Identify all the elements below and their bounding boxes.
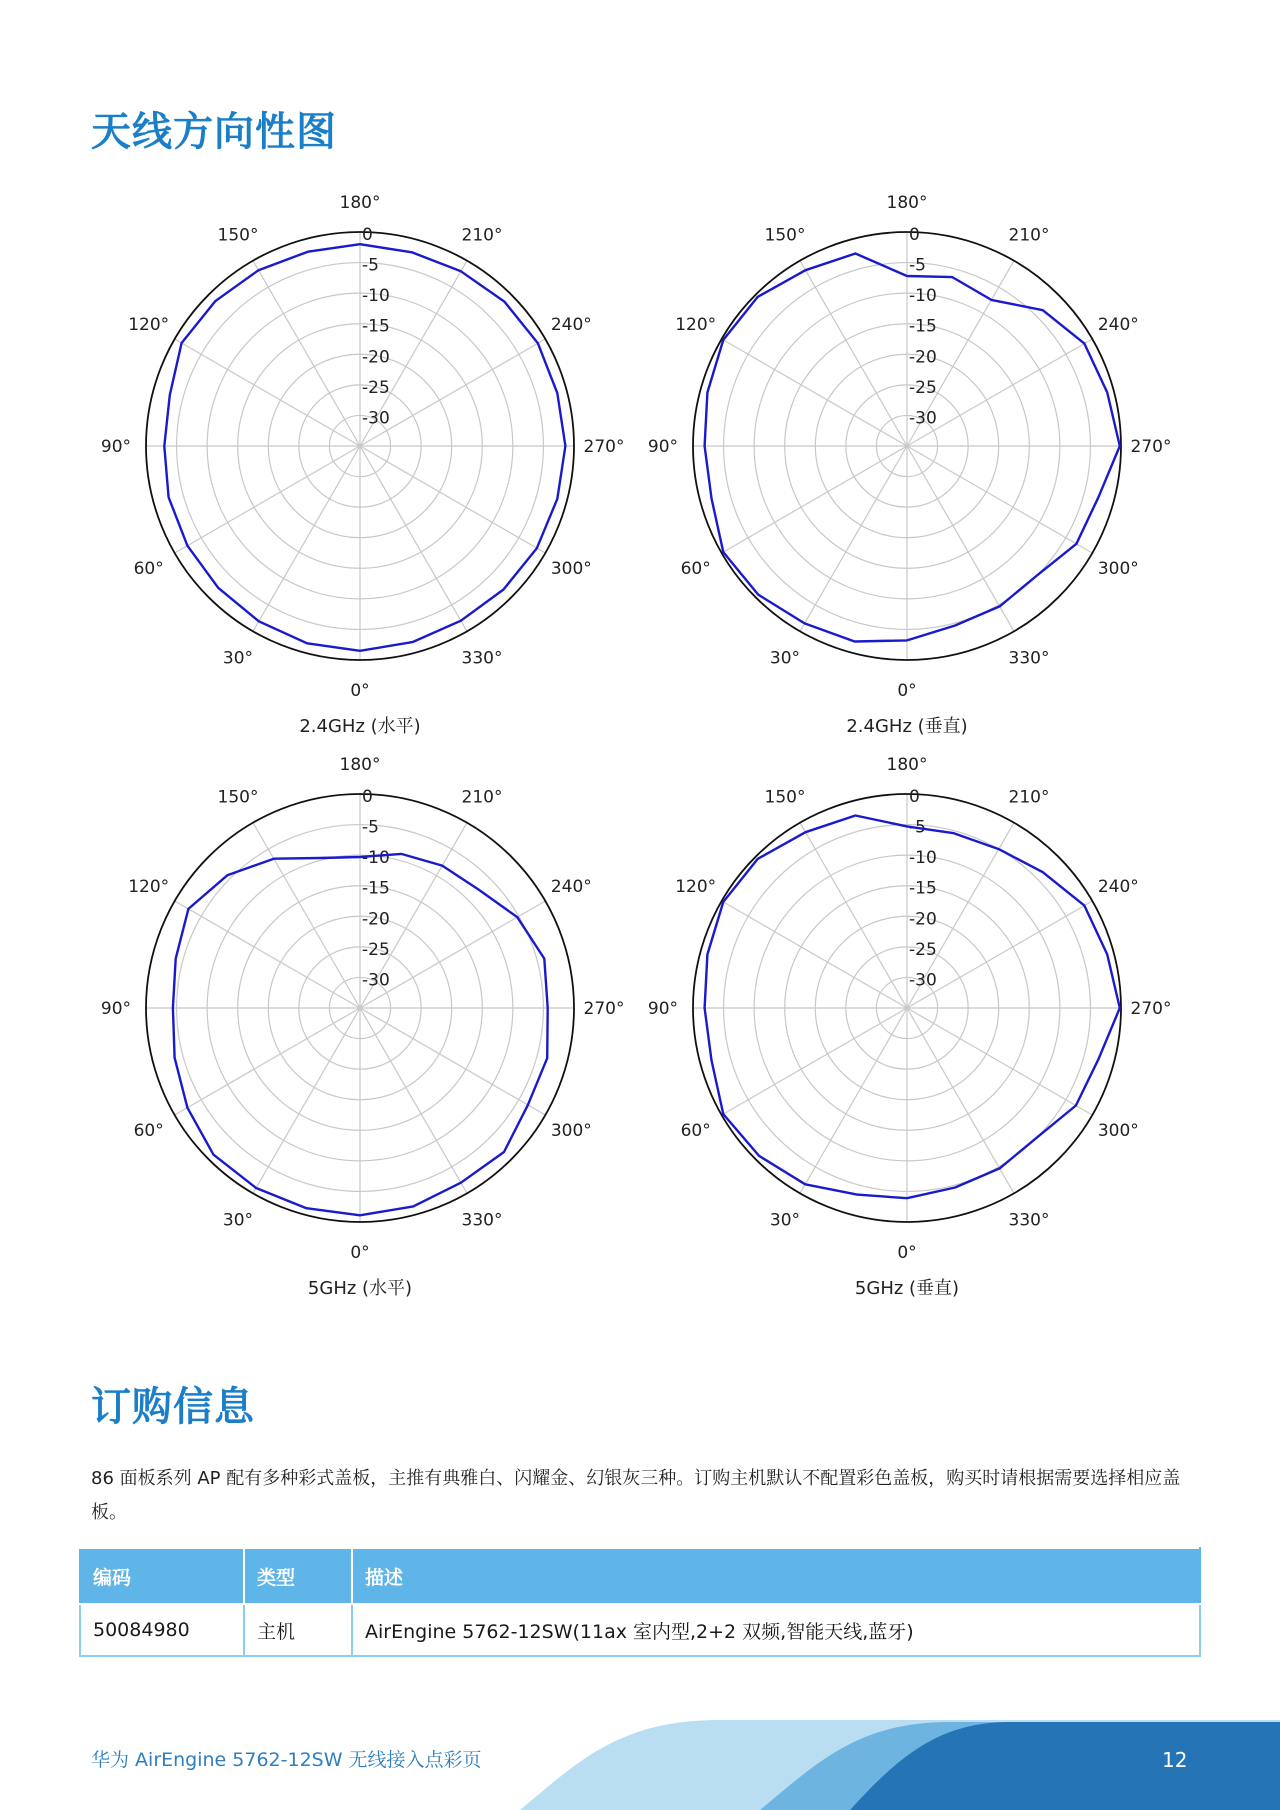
angle-tick-label: 0° <box>897 1243 917 1263</box>
angle-tick-label: 60° <box>133 559 164 579</box>
angle-tick-label: 270° <box>1130 999 1172 1019</box>
angle-tick-label: 60° <box>680 1121 711 1141</box>
grid-spoke <box>175 901 360 1008</box>
angle-tick-label: 150° <box>764 787 806 808</box>
grid-spoke <box>722 339 907 446</box>
angle-tick-label: 210° <box>461 787 503 808</box>
radial-tick-label: -25 <box>362 377 390 398</box>
table-row <box>80 1604 1200 1656</box>
polar-chart-5ghz-horizontal <box>80 752 640 1299</box>
angle-tick-label: 180° <box>886 193 928 213</box>
chart-caption: 5GHz (水平) <box>307 1278 413 1299</box>
column-header-code: 编码 <box>80 1548 244 1604</box>
grid-spoke <box>800 1008 907 1193</box>
radial-tick-label: -15 <box>362 878 390 899</box>
angle-tick-label: 270° <box>1130 437 1172 457</box>
radial-tick-label: -15 <box>362 316 390 337</box>
grid-spoke <box>175 446 360 553</box>
radiation-pattern-line <box>705 254 1120 642</box>
angle-tick-label: 240° <box>1097 877 1139 897</box>
angle-tick-label: 60° <box>133 1121 164 1141</box>
angle-tick-label: 180° <box>886 755 928 775</box>
column-header-description: 描述 <box>352 1548 1200 1604</box>
grid-spoke <box>907 446 1092 553</box>
chart-caption: 5GHz (垂直) <box>854 1278 960 1299</box>
polar-chart-svg <box>80 190 640 701</box>
angle-tick-label: 300° <box>1097 1121 1139 1141</box>
radial-tick-label: -20 <box>362 347 390 368</box>
section-title-ordering-info: 订购信息 <box>91 1384 255 1430</box>
radial-tick-label: -20 <box>362 909 390 930</box>
radiation-pattern-line <box>705 816 1120 1199</box>
angle-tick-label: 150° <box>764 225 806 246</box>
angle-tick-label: 330° <box>1008 648 1050 669</box>
angle-tick-label: 150° <box>217 225 259 246</box>
angle-tick-label: 120° <box>128 315 170 335</box>
angle-tick-label: 330° <box>461 648 503 669</box>
angle-tick-label: 240° <box>1097 315 1139 335</box>
radial-tick-label: -5 <box>909 817 926 838</box>
radial-tick-label: 0 <box>909 787 920 807</box>
grid-spoke <box>722 446 907 553</box>
polar-chart-24ghz-vertical <box>627 190 1187 737</box>
grid-spoke <box>360 446 545 553</box>
angle-tick-label: 30° <box>222 1210 254 1231</box>
angle-tick-label: 120° <box>675 315 717 335</box>
grid-spoke <box>907 446 1014 631</box>
cell-type: 主机 <box>244 1604 352 1656</box>
radial-tick-label: -15 <box>909 316 937 337</box>
grid-spoke <box>253 446 360 631</box>
order-table-header-row <box>80 1548 1200 1604</box>
radial-tick-label: -10 <box>362 286 390 307</box>
grid-spoke <box>907 1008 1092 1115</box>
angle-tick-label: 120° <box>675 877 717 897</box>
angle-tick-label: 30° <box>222 648 254 669</box>
radial-tick-label: -10 <box>909 286 937 307</box>
radial-tick-label: -25 <box>909 377 937 398</box>
radial-tick-label: -10 <box>909 848 937 869</box>
angle-tick-label: 210° <box>1008 787 1050 808</box>
order-table <box>79 1547 1201 1657</box>
radial-tick-label: -5 <box>362 817 379 838</box>
angle-tick-label: 90° <box>100 999 132 1019</box>
polar-chart-svg <box>80 752 640 1263</box>
ordering-description: 86 面板系列 AP 配有多种彩式盖板，主推有典雅白、闪耀金、幻银灰三种。订购主机默认不配置彩色盖板，购买时请根据需要选择相应盖板。 <box>91 1468 1181 1523</box>
angle-tick-label: 300° <box>550 559 592 579</box>
polar-chart-svg <box>627 752 1187 1263</box>
grid-spoke <box>253 823 360 1008</box>
radial-tick-label: 0 <box>362 787 373 807</box>
chart-caption: 2.4GHz (水平) <box>299 716 421 737</box>
angle-tick-label: 300° <box>1097 559 1139 579</box>
angle-tick-label: 210° <box>1008 225 1050 246</box>
angle-tick-label: 150° <box>217 787 259 808</box>
angle-tick-label: 240° <box>550 877 592 897</box>
page-number: 12 <box>1162 1748 1188 1772</box>
angle-tick-label: 30° <box>769 648 801 669</box>
angle-tick-label: 180° <box>339 193 381 213</box>
radial-tick-label: -5 <box>362 255 379 276</box>
angle-tick-label: 90° <box>647 999 679 1019</box>
angle-tick-label: 90° <box>100 437 132 457</box>
footer-document-title: 华为 AirEngine 5762-12SW 无线接入点彩页 <box>91 1749 482 1771</box>
cell-code: 50084980 <box>80 1604 244 1656</box>
grid-spoke <box>907 1008 1014 1193</box>
section-title-antenna-pattern: 天线方向性图 <box>91 109 337 155</box>
grid-spoke <box>360 1008 545 1115</box>
angle-tick-label: 270° <box>583 437 625 457</box>
angle-tick-label: 0° <box>350 681 370 701</box>
radial-tick-label: -5 <box>909 255 926 276</box>
radial-tick-label: -30 <box>362 970 390 991</box>
angle-tick-label: 60° <box>680 559 711 579</box>
grid-spoke <box>253 261 360 446</box>
grid-spoke <box>800 261 907 446</box>
radial-tick-label: -30 <box>362 408 390 429</box>
angle-tick-label: 330° <box>1008 1210 1050 1231</box>
radial-tick-label: 0 <box>362 225 373 245</box>
radial-tick-label: -25 <box>362 939 390 960</box>
grid-spoke <box>360 446 467 631</box>
grid-spoke <box>175 1008 360 1115</box>
grid-spoke <box>360 1008 467 1193</box>
angle-tick-label: 120° <box>128 877 170 897</box>
polar-chart-24ghz-horizontal <box>80 190 640 737</box>
angle-tick-label: 0° <box>897 681 917 701</box>
radial-tick-label: -20 <box>909 347 937 368</box>
radial-tick-label: 0 <box>909 225 920 245</box>
radial-tick-label: -30 <box>909 408 937 429</box>
grid-spoke <box>800 446 907 631</box>
grid-spoke <box>175 339 360 446</box>
grid-spoke <box>722 1008 907 1115</box>
angle-tick-label: 270° <box>583 999 625 1019</box>
radial-tick-label: -25 <box>909 939 937 960</box>
chart-caption: 2.4GHz (垂直) <box>846 716 968 737</box>
angle-tick-label: 0° <box>350 1243 370 1263</box>
cell-description: AirEngine 5762-12SW(11ax 室内型,2+2 双频,智能天线,蓝牙) <box>352 1604 1200 1656</box>
angle-tick-label: 180° <box>339 755 381 775</box>
radial-tick-label: -20 <box>909 909 937 930</box>
angle-tick-label: 240° <box>550 315 592 335</box>
angle-tick-label: 300° <box>550 1121 592 1141</box>
grid-spoke <box>253 1008 360 1193</box>
polar-chart-5ghz-vertical <box>627 752 1187 1299</box>
column-header-type: 类型 <box>244 1548 352 1604</box>
grid-spoke <box>800 823 907 1008</box>
radial-tick-label: -15 <box>909 878 937 899</box>
radial-tick-label: -10 <box>362 848 390 869</box>
angle-tick-label: 90° <box>647 437 679 457</box>
grid-spoke <box>722 901 907 1008</box>
angle-tick-label: 30° <box>769 1210 801 1231</box>
radial-tick-label: -30 <box>909 970 937 991</box>
angle-tick-label: 210° <box>461 225 503 246</box>
angle-tick-label: 330° <box>461 1210 503 1231</box>
polar-chart-svg <box>627 190 1187 701</box>
